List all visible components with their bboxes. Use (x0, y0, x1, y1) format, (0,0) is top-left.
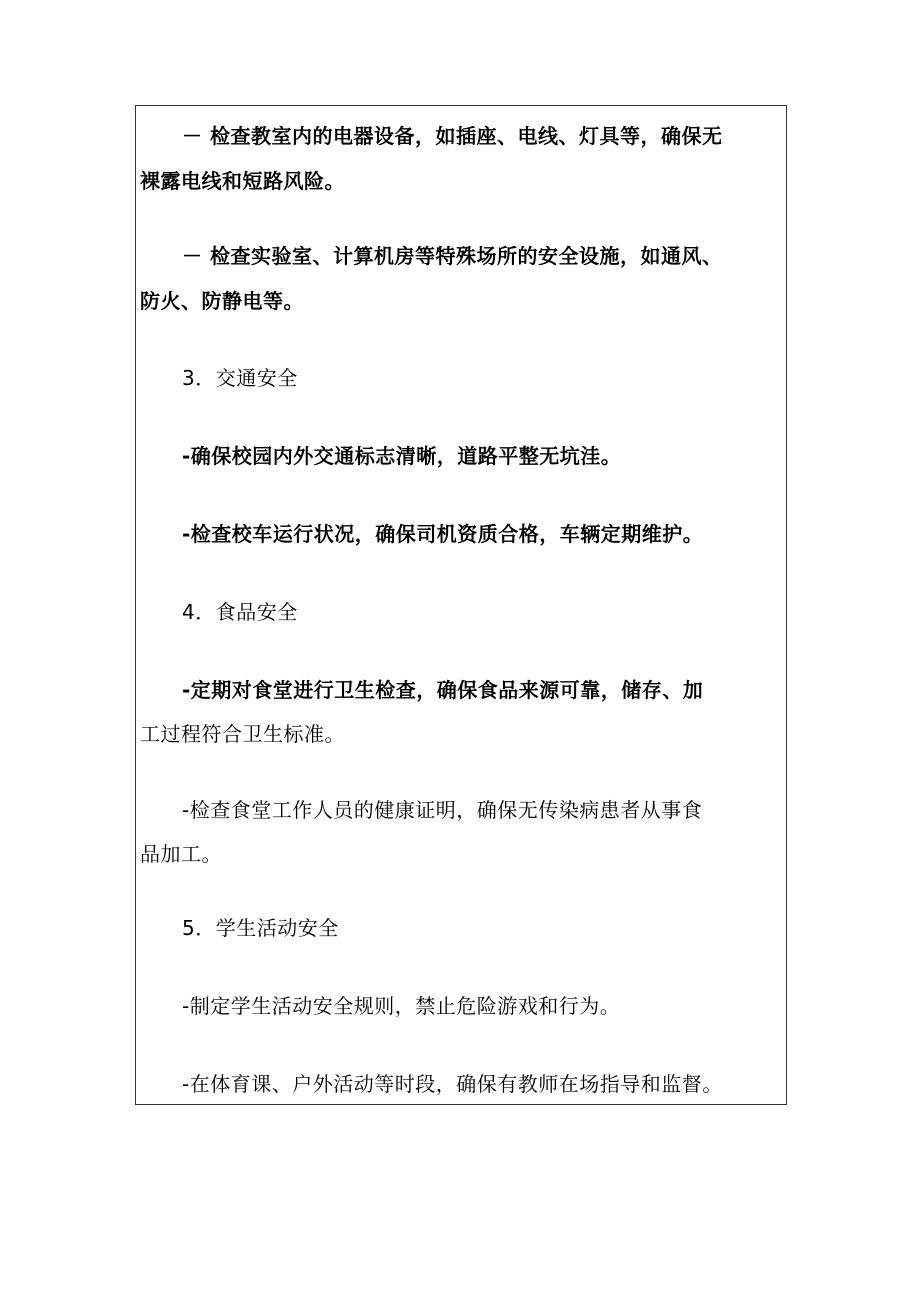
traffic-item-1: -确保校园内外交通标志清晰，道路平整无坑洼。 (182, 444, 622, 468)
activities-item-2: -在体育课、户外活动等时段，确保有教师在场指导和监督。 (182, 1072, 723, 1096)
food-item-1-line-1: -定期对食堂进行卫生检查，确保食品来源可靠，储存、加 (182, 678, 704, 702)
lab-check-line-2: 防火、防静电等。 (140, 289, 304, 313)
electrical-check-line-1: － 检查教室内的电器设备，如插座、电线、灯具等，确保无 (182, 124, 723, 148)
section-heading-activities: 5．学生活动安全 (182, 916, 339, 940)
food-item-2-line-2: 品加工。 (140, 842, 222, 866)
section-heading-food: 4．食品安全 (182, 600, 298, 624)
lab-check-line-1: － 检查实验室、计算机房等特殊场所的安全设施，如通风、 (182, 244, 723, 268)
section-heading-traffic: 3．交通安全 (182, 366, 298, 390)
activities-item-1: -制定学生活动安全规则，禁止危险游戏和行为。 (182, 994, 621, 1018)
food-item-2-line-1: -检查食堂工作人员的健康证明，确保无传染病患者从事食 (182, 798, 703, 822)
electrical-check-line-2: 裸露电线和短路风险。 (140, 169, 345, 193)
food-item-1-line-2: 工过程符合卫生标准。 (140, 722, 345, 746)
traffic-item-2: -检查校车运行状况，确保司机资质合格，车辆定期维护。 (182, 522, 704, 546)
content-frame (135, 105, 787, 1105)
